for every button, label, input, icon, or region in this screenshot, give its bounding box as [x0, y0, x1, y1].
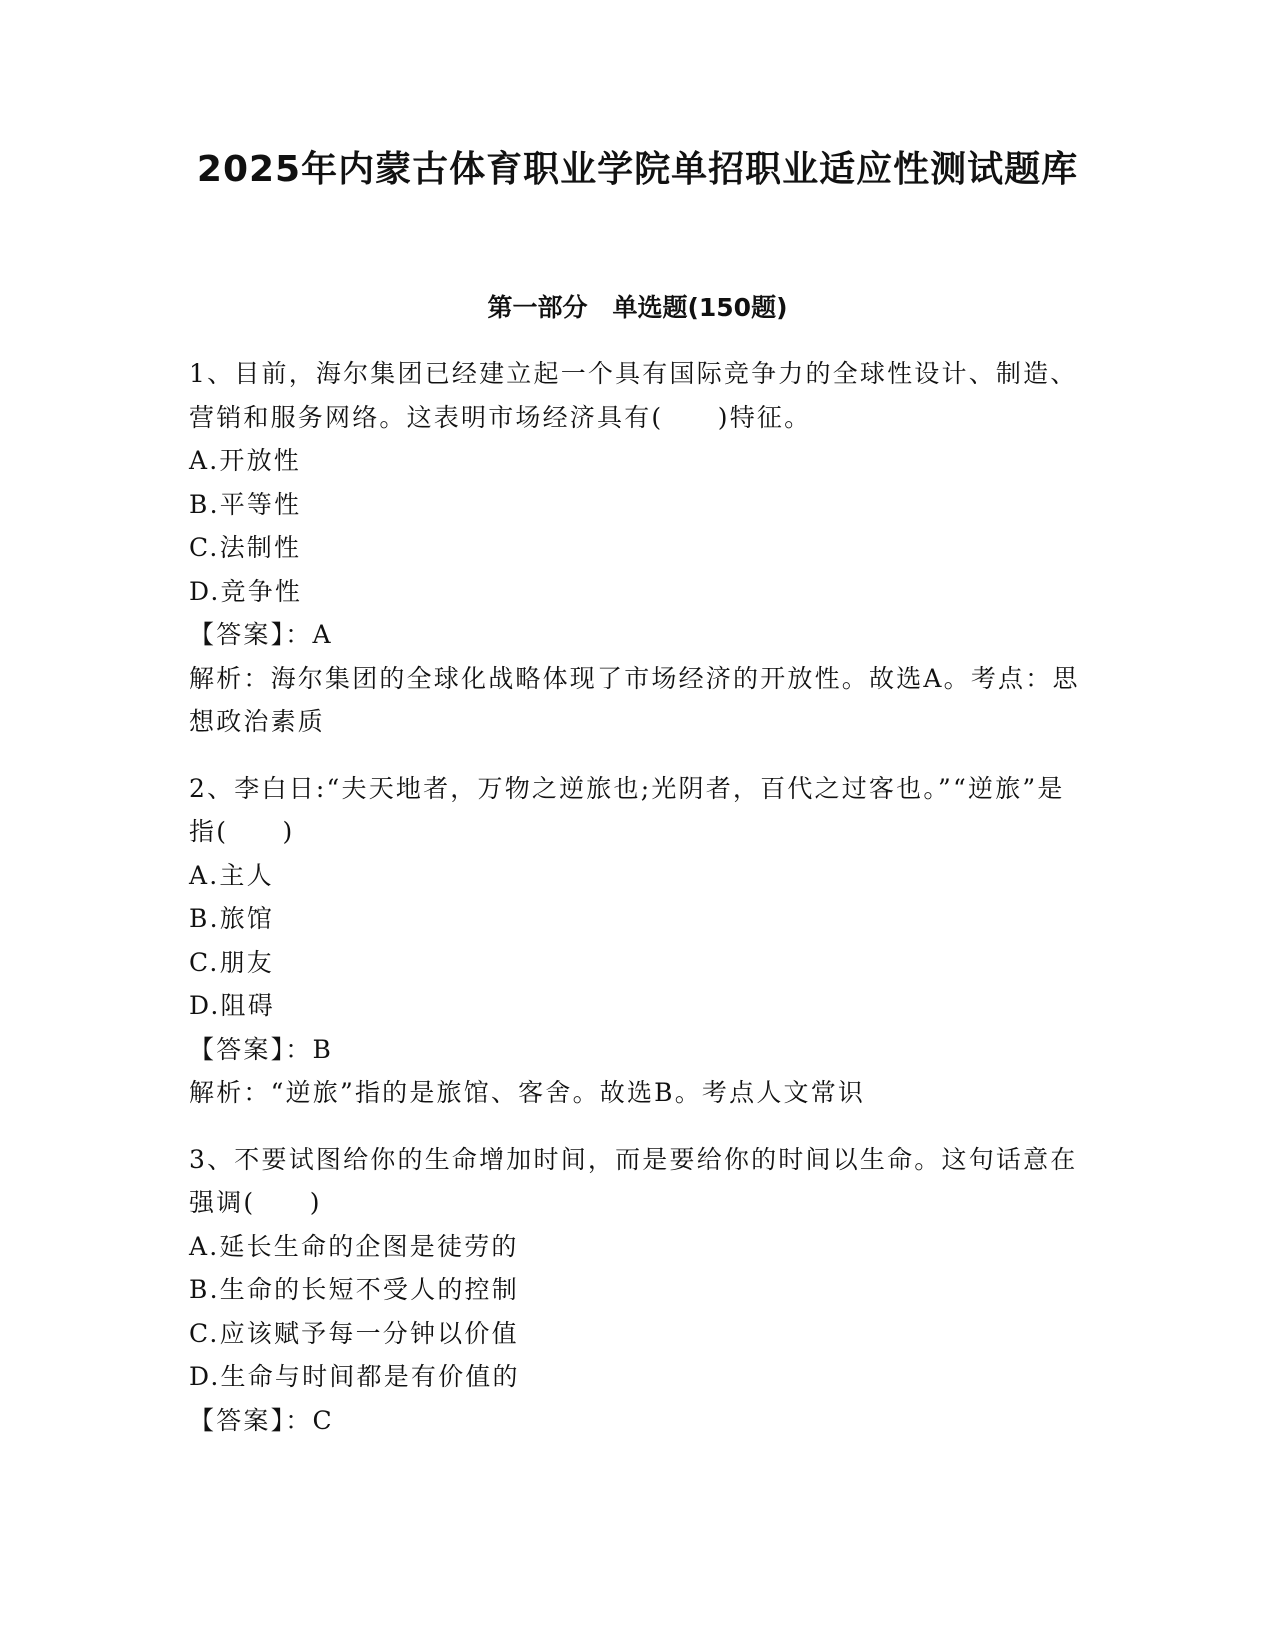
section-title: 第一部分 单选题(150题) [487, 293, 788, 322]
analysis: 解析：海尔集团的全球化战略体现了市场经济的开放性。故选A。考点：思想政治素质 [189, 663, 1080, 736]
answer: 【答案】：A [189, 620, 333, 649]
document-title: 2025年内蒙古体育职业学院单招职业适应性测试题库 [196, 149, 1079, 190]
option-c: C.应该赋予每一分钟以价值 [189, 1318, 519, 1348]
option-b: B.平等性 [189, 489, 302, 519]
question-2 [189, 767, 1089, 1115]
question-list [189, 352, 1089, 1465]
question-stem: 1、目前，海尔集团已经建立起一个具有国际竞争力的全球性设计、制造、营销和服务网络。这表明市场经济具有( )特征。 [189, 359, 1078, 432]
option-d: D.竞争性 [189, 576, 303, 606]
answer: 【答案】：B [189, 1034, 334, 1064]
answer: 【答案】：C [189, 1405, 334, 1435]
option-a: A.主人 [189, 860, 274, 890]
analysis: 解析：“逆旅”指的是旅馆、客舍。故选B。考点人文常识 [189, 1078, 866, 1107]
option-d: D.阻碍 [189, 991, 275, 1020]
option-b: B.生命的长短不受人的控制 [189, 1275, 519, 1304]
option-c: C.法制性 [189, 533, 302, 562]
question-1 [189, 352, 1089, 744]
option-a: A.延长生命的企图是徒劳的 [189, 1231, 519, 1261]
option-b: B.旅馆 [189, 904, 275, 933]
option-d: D.生命与时间都是有价值的 [189, 1362, 520, 1391]
option-a: A.开放性 [189, 446, 302, 475]
option-c: C.朋友 [189, 947, 274, 977]
question-stem: 3、不要试图给你的生命增加时间，而是要给你的时间以生命。这句话意在强调( ) [189, 1144, 1078, 1217]
question-3 [189, 1138, 1089, 1443]
question-stem: 2、李白日:“夫天地者，万物之逆旅也;光阴者，百代之过客也。”“逆旅”是指( ) [189, 773, 1065, 846]
